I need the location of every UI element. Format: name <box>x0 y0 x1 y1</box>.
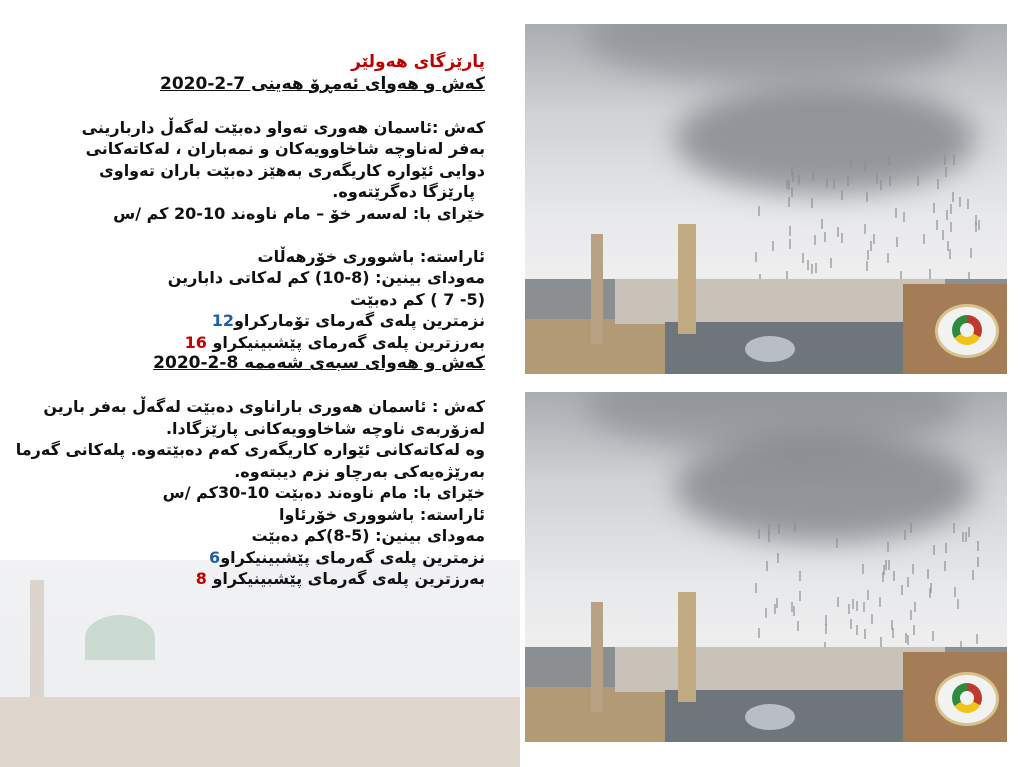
today-weather-line: بەفر لەناوچە شاخاوویەکان و نمەباران ، لەکاتەکانی <box>85 139 485 158</box>
tomorrow-heading: کەش و هەوای سبەی شەممە 8-2-2020 <box>153 353 485 373</box>
tomorrow-direction: ئاراستە: باشووری خۆرئاوا <box>278 504 485 524</box>
today-min-value: 12 <box>211 311 234 330</box>
rain-streaks <box>755 522 985 652</box>
today-wind: خێرای با: لەسەر خۆ – مام ناوەند 10-20 کم /س <box>113 203 485 223</box>
today-direction: ئاراستە: باشووری خۆرهەڵات <box>257 246 485 266</box>
weather-photo-bottom <box>525 392 1007 742</box>
today-heading: کەش و هەوای ئەمڕۆ هەینی 7-2-2020 <box>159 73 485 94</box>
today-visibility: مەودای بینین: (8-10) کم لەکاتی دابارین <box>167 268 485 287</box>
kurdistan-sun-logo-icon <box>935 672 999 726</box>
today-visibility-2: (5- 7 ) کم دەبێت <box>350 289 485 309</box>
tomorrow-max-temp: بەرزترین پلەی گەرمای پێشبینیکراو 8 <box>195 569 485 588</box>
tomorrow-weather-line: وە لەکاتەکانی ئێوارە کاریگەری کەم دەبێتەوە. پلەکانی گەرما <box>15 440 485 459</box>
tomorrow-min-temp: نزمترین پلەی گەرمای پێشبینیکراو6 <box>209 547 485 567</box>
today-weather-line: دوایی ئێوارە کاریگەری بەهێز دەبێت باران تەواوی <box>99 160 485 180</box>
tomorrow-weather-line: لەزۆربەی ناوچە شاخاوویەکانی پارێزگادا. <box>165 418 485 438</box>
tomorrow-visibility: مەودای بینین: (5-8)کم دەبێت <box>251 526 485 545</box>
weather-photo-top <box>525 24 1007 374</box>
tomorrow-wind: خێرای با: مام ناوەند دەبێت 10-30کم /س <box>162 483 485 502</box>
tomorrow-max-value: 8 <box>195 569 207 588</box>
background-city-photo <box>0 560 520 767</box>
today-weather-line: کەش :ئاسمان هەوری تەواو دەبێت لەگەڵ داربارینی <box>81 117 485 137</box>
page-title: پارێزگای هەولێر <box>351 52 485 72</box>
today-max-temp: بەرزترین پلەی گەرمای پێشبینیکراو 16 <box>184 332 485 352</box>
tomorrow-weather-line: بەرێژەیەکی بەرچاو نزم دیبتەوە. <box>234 461 485 481</box>
rain-streaks <box>755 154 985 284</box>
today-weather-line: پارێزگا دەگرێتەوە. <box>332 182 475 201</box>
forecast-text <box>10 52 485 590</box>
today-max-value: 16 <box>184 332 207 352</box>
kurdistan-sun-logo-icon <box>935 304 999 358</box>
tomorrow-min-value: 6 <box>209 547 221 567</box>
today-min-temp: نزمترین پلەی گەرمای تۆمارکراو12 <box>211 311 485 330</box>
tomorrow-weather-line: کەش : ئاسمان هەوری باراناوی دەبێت لەگەڵ بەفر بارین <box>43 397 485 416</box>
